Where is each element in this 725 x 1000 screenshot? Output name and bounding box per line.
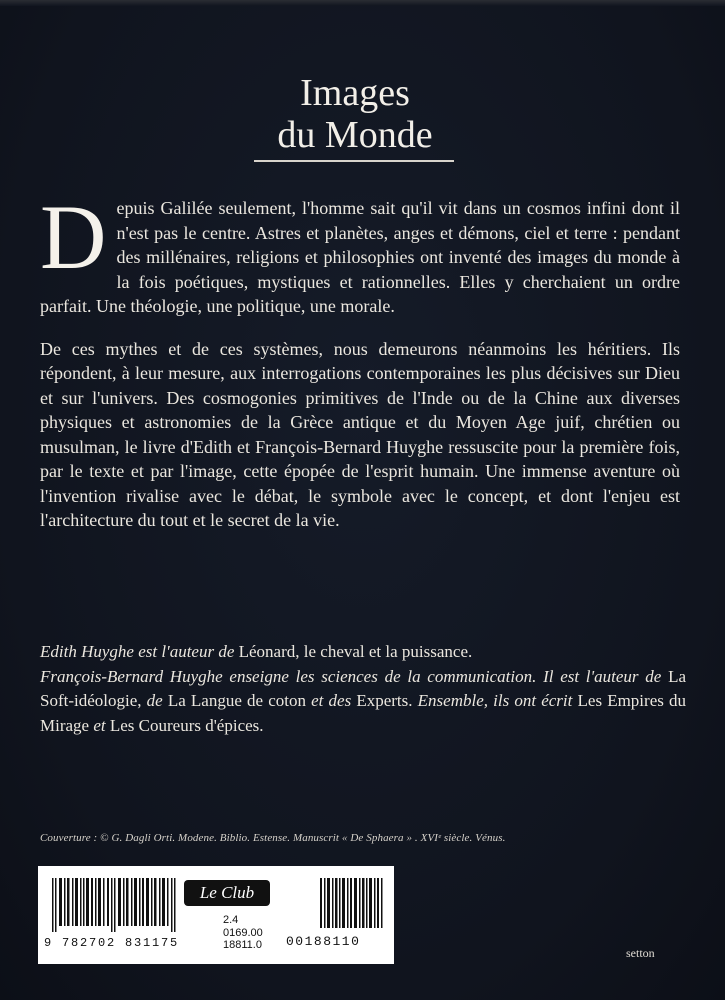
drop-cap: D	[40, 186, 107, 288]
bio-word-de: de	[146, 691, 163, 710]
bio-fb-intro: François-Bernard Huyghe enseigne les sciences de la communication. Il est l'auteur de	[40, 666, 662, 686]
title-line-2: du Monde	[277, 114, 433, 156]
reference-number: 00188110	[286, 934, 361, 949]
title-underline	[254, 160, 454, 162]
blurb-paragraph-2: De ces mythes et de ces systèmes, nous demeurons néanmoins les héritiers. Ils répondent, à leur mesure, aux interrogations contemporaines les plus décisives sur Dieu et sur l'univers. Des cosmogonies primitives de l'Inde ou de la Chine aux diverses physiques et astronomies de la Grèce antique et du Moyen Age juif, chrétien ou musulman, le livre d'Edith et François-Bernard Huyghe ressuscite pour la première fois, par le texte et par l'image, cette épopée de l'esprit humain. Une immense aventure où l'invention rivalise avec le débat, le symbole avec le concept, et dont l'enjeu est l'architecture du tout et le secret de la vie.	[40, 338, 680, 530]
bio-joint-book-1: Les Empires du Mirage	[40, 691, 686, 735]
cover-credit: Couverture : © G. Dagli Orti. Modene. Biblio. Estense. Manuscrit « De Sphaera » . XVIᵉ siècle. Vénus.	[40, 832, 506, 844]
bio-francois-bernard	[40, 665, 686, 739]
top-edge	[0, 0, 725, 6]
bio-fb-book-3: Experts.	[356, 691, 413, 710]
barcode-label	[38, 866, 394, 964]
bio-edith-intro: Edith Huyghe est l'auteur de	[40, 642, 235, 661]
title-line-1: Images	[300, 72, 410, 114]
bio-fb-book-2: La Langue de coton	[167, 691, 306, 710]
bio-word-et: et	[93, 715, 106, 735]
bio-fb-book-1: La Soft-idéologie,	[40, 666, 686, 710]
ref-barcode	[320, 878, 384, 928]
le-club-logo: Le Club	[184, 880, 270, 906]
blurb	[40, 186, 680, 533]
blurb-paragraph-1	[40, 186, 680, 319]
price-codes	[223, 914, 263, 952]
bio-joint-book-2: Les Coureurs d'épices.	[109, 715, 264, 735]
bio-edith	[40, 640, 686, 665]
bio-edith-book: Léonard, le cheval et la puissance.	[238, 642, 473, 661]
bio-word-et-des: et des	[311, 691, 352, 710]
author-bio	[40, 640, 686, 738]
publisher-mark: setton	[626, 946, 655, 960]
code-3: 18811.0	[223, 939, 262, 951]
bio-ensemble: Ensemble, ils ont écrit	[417, 691, 573, 710]
isbn-digits: 9 782702 831175	[44, 936, 180, 950]
isbn-barcode	[52, 878, 176, 932]
code-2: 0169.00	[223, 926, 263, 939]
code-1: 2.4	[223, 914, 239, 926]
book-title	[230, 72, 480, 156]
paragraph-1-text: epuis Galilée seulement, l'homme sait qu'il vit dans un cosmos infini dont il n'est pas le centre. Astres et planètes, anges et démons, ciel et terre : pendant des millénaires, religions et philosophies ont inventé des images du monde à la fois poétiques, mystiques et rationnelles. Elles y cherchaient un ordre parfait. Une théologie, une politique, une morale.	[40, 198, 680, 316]
